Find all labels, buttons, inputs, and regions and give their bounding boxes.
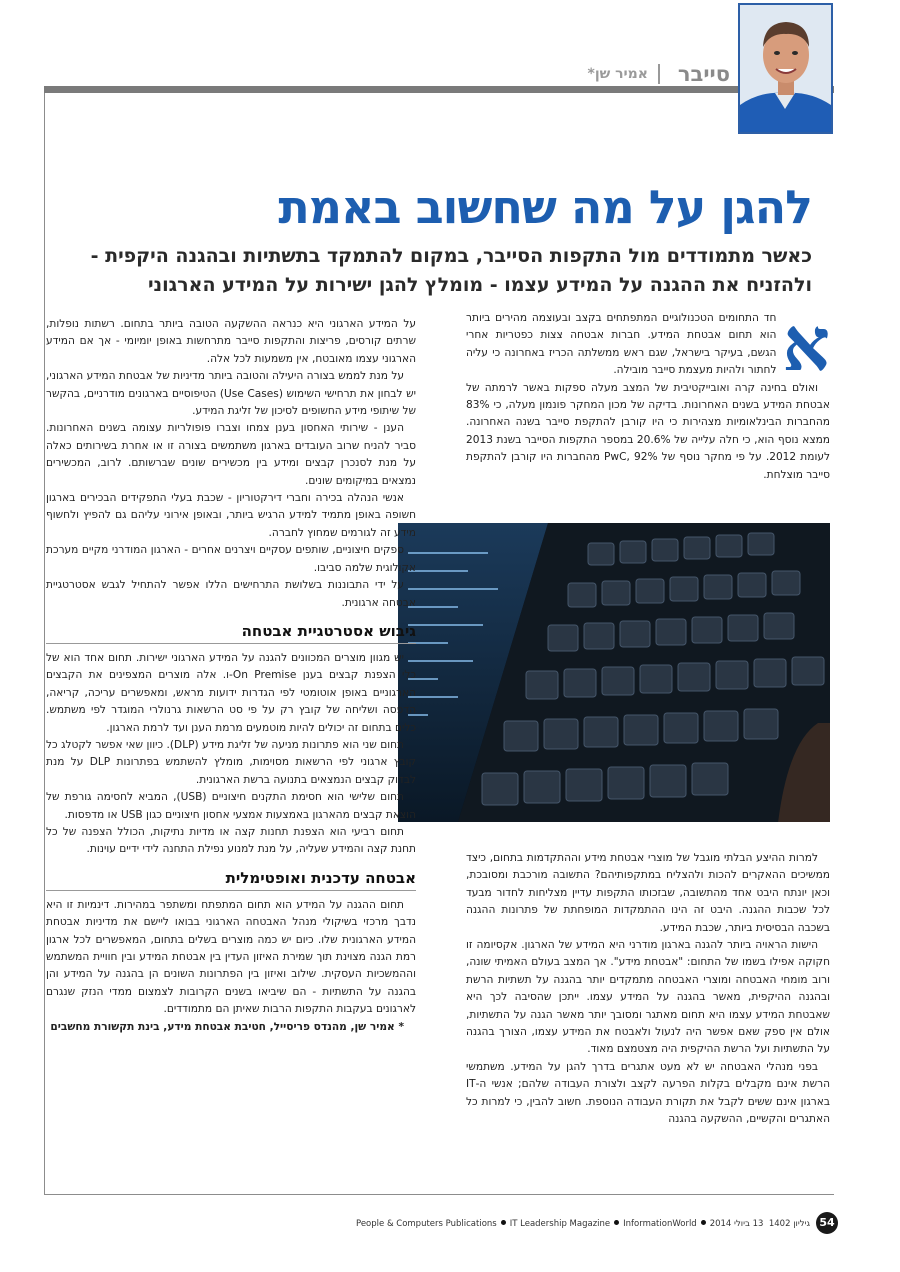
footer-date: 13 ביולי 2014 <box>709 1219 764 1229</box>
paragraph: תחום רביעי הוא הצפנת תחנות קצה או מדיות נתיקות, הכולל הצפנה של כל תחנת קצה והמידע שעליה, על מנת למנוע נפילת התחנה לידי ידיים עוינות. <box>46 825 416 856</box>
page-number: 54 <box>816 1212 838 1234</box>
page-footer <box>300 1213 840 1233</box>
intro-paragraph <box>466 302 830 388</box>
author-name: אמיר שן* <box>587 66 648 82</box>
footer-issue: גיליון 1402 <box>768 1219 810 1229</box>
page-frame-bottom <box>44 1194 834 1195</box>
page-frame-left <box>44 93 45 1195</box>
paragraph: הישות הראויה ביותר להגנה בארגון מודרני היא המידע של הארגון. אקסיומה זו חקוקה אפילו בשמו של התחום: "אבטחת מידע". אך המצב בעולם האמיתי שונה, ורוב מומחי האבטחה ומוצרי האבטחה מתמקדים יותר בהגנה על תשתיות הרשת ובהגנה ההיקפית, מאשר בהגנה על המידע עצמו. ייתכן שהסיבה לכך היא שאבטחת המידע עצמו היא תחום מאתגר ומסובך יותר מאשר הגנה על התשתיות, אולם אין ספק שאם אפשר היה לנעול ולאבטח את המידע עצמו, הצורך בהגנה על התשתיות ועל הרשת ההיקפית היה מצטמצם מאוד. <box>466 939 830 1056</box>
bullet-icon <box>501 1220 506 1225</box>
footer-pub: People & Computers Publications <box>356 1219 497 1229</box>
column-left <box>46 316 416 1036</box>
paragraph: ואולם בחינה קרה ואובייקטיבית של המצב מעלה ספקות באשר לרמתה של אבטחת המידע בשנים האחרונות. בדיקה של מכון המחקר פונמון מעלה, כי 83% מהחברות הבינלאומיות מצהירות כי היו קורבן להתקפת סייבר בשנה האחרונה. ממצא נוסף הוא, כי חלה עלייה של 20.6% במספר התקפות הסייבר בשנת 2013 לעומת 2012. על פי מחקר נוסף של PwC, 92% מהחברות היו קורבן להתקפת סייבר מוצלחת. <box>466 381 830 481</box>
paragraph: הענן - שירותי האחסון בענן צמחו וצברו פופולריות עצומה בשנים האחרונות. סביר להניח שרוב העובדים בארגון משתמשים בצורה זו או אחרת בשירותים כאלה על מנת לסנכרן קבצים ומידע בין מכשירים שונים שברשותם. לרוב, המכשירים נמצאים במיקומים שונים. <box>46 422 416 487</box>
footer-pub: InformationWorld <box>623 1219 697 1229</box>
laptop-keyboard-image <box>398 523 830 822</box>
column-right-bottom <box>466 850 830 1129</box>
paragraph: ספקים חיצוניים, שותפים עסקיים ויצרנים אחרים - הארגון המודרני מקיים מערכת אקולוגית שלמה סביבו. <box>46 544 416 574</box>
bullet-icon <box>701 1220 706 1225</box>
paragraph: אנשי הנהלה בכירה וחברי דירקטוריון - שכבת בעלי התפקידים הבכירים בארגון חשופה באופן מתמיד למידע הרגיש ביותר, ובאופן אירוני עליהם גם להפיץ ולחשוף מידע זה לגורמים שמחוץ לחברה. <box>46 492 416 539</box>
paragraph: על מנת לממש בצורה היעילה והטובה ביותר מדיניות של אבטחת המידע הארגוני, יש לבחון את תרחישי השימוש (Use Cases) הטיפוסיים בארגונים מודרניים, בהקשר של שיתופי מידע החשופים לסיכון של זליגת המידע. <box>46 370 416 418</box>
paragraph: תחום שני הוא פתרונות מניעה של זליגת מידע (DLP). כיוון שאי אפשר לקטלג כל קובץ ארגוני לפי הרשאות מסוימות, מומלץ להשתמש בפתרונות DLP על מנת לבדוק קבצים הנמצאים בתנועה ברשת הארגונית. <box>46 738 416 786</box>
paragraph: למרות ההיצע הבלתי מוגבל של מוצרי אבטחת מידע וההתקדמות בתחום, כיצד ממשיכים ההאקרים להכות ולהצליח במתקפותיהם? התשובה מורכבת ומסובכת, וכאן יונתח היבט אחד מהתשובה, שבזכותו התקפות עדיין מצליחות לחדור מבעד לכל שכבות ההגנה. היבט זה הינו ההתמקדות המופחתת של פתרונות ההגנה בשכבה הבסיסית ביותר, שכבת המידע. <box>466 852 830 934</box>
paragraph: על ידי התבוננות בשלושת התרחישים הללו אפשר להתחיל לגבש אסטרטגיית אבטחה ארגונית. <box>46 579 416 609</box>
footer-publications <box>356 1219 810 1229</box>
header-rule <box>44 86 834 93</box>
drop-cap: א <box>782 302 830 388</box>
paragraph: בפני מנהלי האבטחה יש לא מעט אתגרים בדרך להגן על המידע. משתמשי הרשת אינם מקבלים בקלות הפרעה לקצב ולצורת העבודה שלהם; אנשי ה-IT בארגון אינם ששים לקבל את תקורת העבודה הנוספת. חשוב להבין, כי למרות כל האתגרים והקשיים, ההשקעה בהגנה <box>466 1060 830 1126</box>
section-divider <box>658 64 660 84</box>
author-photo <box>738 3 833 134</box>
article-subhead: כאשר מתמודדים מול התקפות הסייבר, במקום להתמקד בתשתיות ובהגנה היקפית - ולהזניח את ההגנה על המידע עצמו - מומלץ להגן ישירות על המידע הארגוני <box>90 245 812 296</box>
intro-text: חד התחומים הטכנולוגיים המתפתחים בקצב ובעוצמה מהירים ביותר הוא תחום אבטחת המידע. חברות אבטחה צצות כפטריות אחרי הגשם, בעיקר בישראל, שגם ראש ממשלתה הכריז באחרונה כי עליה לחתור ולהיות מעצמת סייבר מובילה. <box>466 312 777 377</box>
column-right-top <box>466 302 830 484</box>
paragraph: תחום ההגנה על המידע הוא תחום המתפתח ומשתפר במהירות. דינמיות זו היא נדבך מרכזי בשיקולי מנהל האבטחה הארגוני בבואו ליישם את מדיניות אבטחת המידע הארגונית שלו. כיום יש כמה מוצרים בשלים בתחום, המאפשרים לכל ארגון רמת הגנה מצוינת תוך שמירת האיזון העדין בין אבטחת המידע ובין חוויית המשתמש וההמשכיות העסקית. שילוב ואיזון בין הפתרונות השונים הן בהגנה על המידע והן בהגנה על התשתיות - הם שיביאו בשנים הקרובות לצמצום ממדי הנזק שנגרם לארגונים בעקבות התקפות הרבות שאיתן הם מתמודדים. <box>46 898 416 1016</box>
paragraph: על המידע הארגוני היא כנראה ההשקעה הטובה ביותר בתחום. רשתות נופלות, שרתים קורסים, פריצות והתקפות סייבר מתרחשות באופן יומיומי - אך אם המידע הארגוני עצמו מאובטח, אין משמעות לכל אלה. <box>46 318 416 365</box>
paragraph: תחום שלישי הוא חסימת התקנים חיצוניים (USB), המביא לחסימה גורפת של הוצאת קבצים מהארגון באמצעות אמצעי אחסון חיצוניים כגון USB או מדפסות. <box>46 791 416 821</box>
bullet-icon <box>614 1220 619 1225</box>
subheading-updated: אבטחה עדכנית ואופטימלית <box>46 869 416 891</box>
section-label: סייבר <box>677 62 730 86</box>
footer-pub: IT Leadership Magazine <box>509 1219 611 1229</box>
paragraph: יש מגוון מוצרים המכוונים להגנה על המידע הארגוני ישירות. תחום אחד הוא של כלי הצפנת קבצים בענן On Premise-ו. אלה מוצרים המצפינים את הקבצים הארגוניים באופן אוטומטי לפי הגדרות ידועות מראש, ומאפשרים עריכה, קריאה, הדפסה ושליחה של קובץ רק על פי סט הרשאות גרנולרי המוגדר לפי משתמש. כלים בתחום זה יכולים להיות מוטמעים מרמת הענן ועד לרמת הארגון. <box>46 651 417 734</box>
article-headline: להגן על מה שחשוב באמת <box>278 180 812 234</box>
subheading-strategy: גיבוש אסטרטגיית אבטחה <box>46 622 416 644</box>
section-header <box>44 60 734 86</box>
author-note: * אמיר שן, מהנדס פריסייל, חטיבת אבטחת מידע, בינת תקשורת מחשבים <box>50 1020 404 1033</box>
